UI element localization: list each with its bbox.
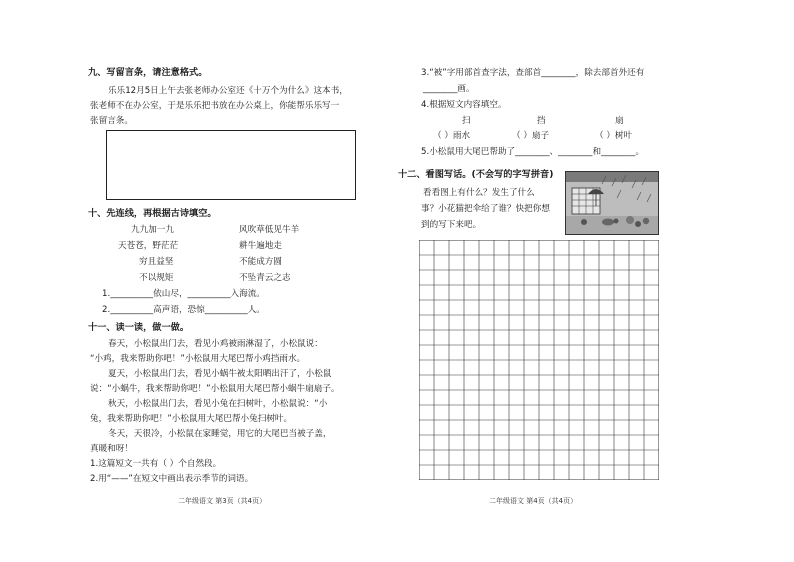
poem-left-1[interactable]: 九九加一九 (131, 225, 174, 235)
poem-right-4[interactable]: 不坠青云之志 (239, 273, 291, 283)
q10-heading: 十、先连线，再根据古诗填空。 (88, 208, 217, 219)
passage-p4b: 真暖和呀！ (90, 444, 133, 454)
passage-p1b: “小鸡，我来帮助你吧！”小松鼠用大尾巴帮小鸡挡雨水。 (90, 354, 306, 364)
passage-p3a: 秋天，小松鼠出门去，看见小兔在扫树叶，小松鼠说：“小 (108, 399, 328, 409)
q12-heading: 十二、看图写话。(不会写的字写拼音) (398, 169, 554, 180)
word-dang: 挡 (537, 116, 546, 126)
passage-p2b: 说：“小蜗牛，我来帮助你吧！”小松鼠用大尾巴帮小蜗牛扇扇子。 (90, 384, 340, 394)
q11-sub4: 4.根据短文内容填空。 (421, 100, 507, 110)
poem-right-1[interactable]: 风吹草低见牛羊 (239, 225, 300, 235)
blank-leaves[interactable]: （ ）树叶 (595, 131, 633, 141)
poem-fill-2[interactable]: 2.__________高声语，恐惊__________人。 (102, 305, 265, 315)
note-writing-box[interactable] (106, 130, 356, 200)
q11-sub3-line1[interactable]: 3.“被”字用部首查字法，查部首________，除去部首外还有 (421, 68, 645, 78)
word-sao: 扫 (462, 116, 471, 126)
q12-text-line2: 事？小花猫把伞给了谁？快把你想 (421, 204, 550, 214)
page-footer-left: 二年级语文 第3页（共4页） (178, 497, 267, 505)
q11-sub5[interactable]: 5.小松鼠用大尾巴帮助了________、________和________。 (421, 147, 645, 157)
word-shan: 扇 (615, 116, 624, 126)
poem-right-2[interactable]: 耕牛遍地走 (239, 241, 282, 251)
poem-right-3[interactable]: 不能成方圆 (239, 257, 282, 267)
q9-text-line1: 乐乐12月5日上午去张老师办公室还《十万个为什么》这本书， (108, 86, 348, 96)
blank-rain[interactable]: （ ）雨水 (433, 131, 471, 141)
q11-sub2: 2.用“——”在短文中画出表示季节的词语。 (90, 474, 254, 484)
writing-grid[interactable] (419, 240, 659, 480)
q12-text-line1: 看看图上有什么？发生了什么 (423, 188, 535, 198)
passage-p3b: 兔，我来帮助你吧！”小松鼠用大尾巴帮小兔扫树叶。 (90, 414, 293, 424)
q11-sub3-line2[interactable]: ________画。 (423, 84, 475, 94)
q9-text-line2: 张老师不在办公室，于是乐乐把书放在办公桌上，你能帮乐乐写一 (90, 101, 340, 111)
rain-scene-picture (566, 172, 658, 234)
page-4 (397, 0, 794, 562)
q11-sub1[interactable]: 1.这篇短文一共有（ ）个自然段。 (90, 459, 222, 469)
poem-left-2[interactable]: 天苍苍，野茫茫 (118, 241, 179, 251)
poem-left-3[interactable]: 穷且益坚 (139, 257, 174, 267)
page-footer-right: 二年级语文 第4页（共4页） (489, 497, 578, 505)
passage-p4a: 冬天，天很冷，小松鼠在家睡觉，用它的大尾巴当被子盖， (108, 429, 332, 439)
q9-text-line3: 张留言条。 (90, 116, 133, 126)
poem-fill-1[interactable]: 1.__________依山尽，__________入海流。 (102, 289, 265, 299)
blank-fan[interactable]: （ ）扇子 (512, 131, 550, 141)
q9-heading: 九、写留言条，请注意格式。 (88, 67, 208, 78)
scene-illustration (565, 171, 659, 235)
passage-p2a: 夏天，小松鼠出门去，看见小蜗牛被太阳晒出汗了，小松鼠 (108, 369, 332, 379)
q12-text-line3: 到的写下来吧。 (421, 220, 482, 230)
passage-p1a: 春天，小松鼠出门去，看见小鸡被雨淋湿了，小松鼠说： (108, 339, 323, 349)
poem-left-4[interactable]: 不以规矩 (139, 273, 174, 283)
q11-heading: 十一、读一读，做一做。 (88, 322, 190, 333)
